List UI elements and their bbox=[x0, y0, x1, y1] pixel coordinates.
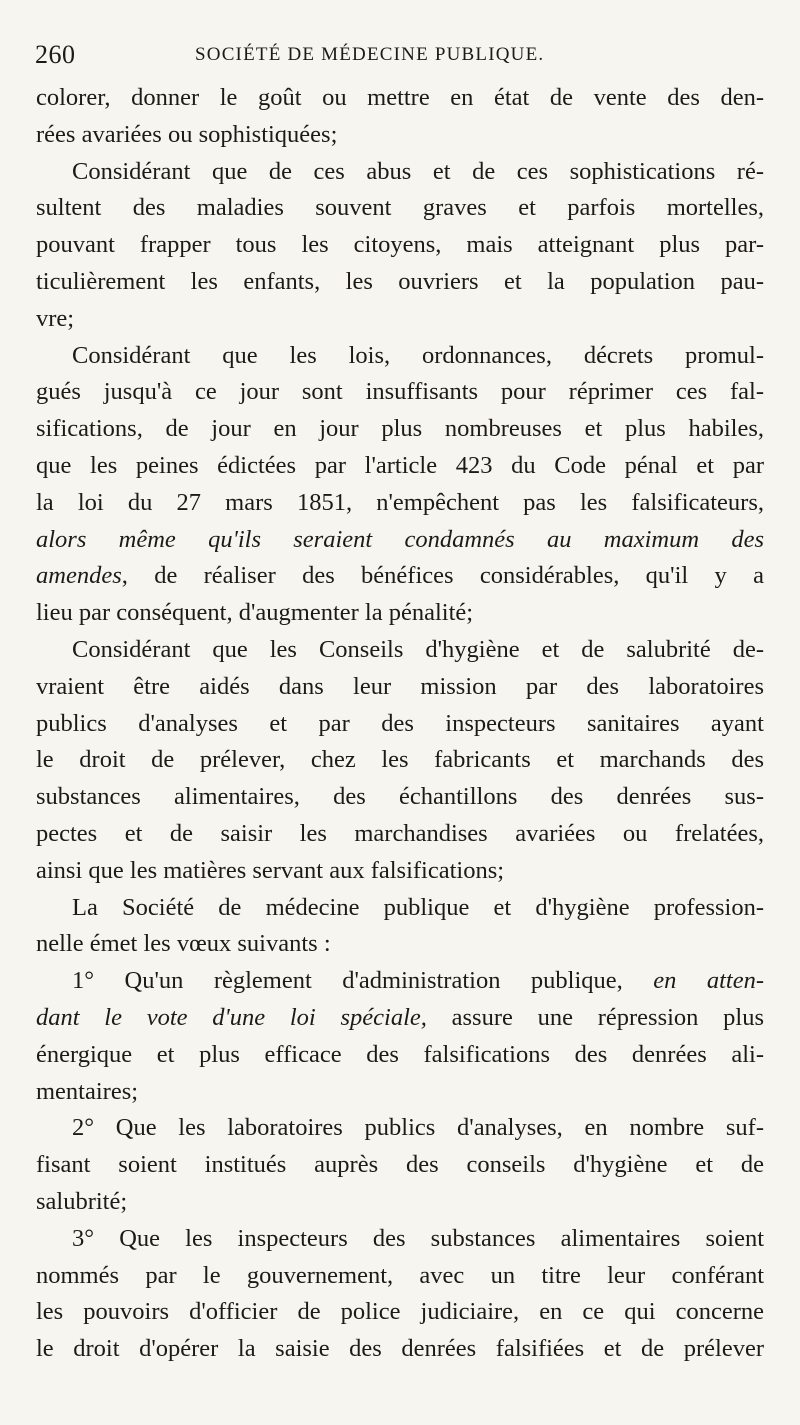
text-line: La Société de médecine publique et d'hygiène profession- bbox=[72, 893, 764, 921]
text-line: le droit de prélever, chez les fabricants et marchands des bbox=[36, 746, 764, 774]
text-line: que les peines édictées par l'article 423 du Code pénal et par bbox=[36, 451, 764, 479]
text-line: gués jusqu'à ce jour sont insuffisants pour réprimer ces fal- bbox=[36, 378, 764, 406]
text-line: mentaires; bbox=[36, 1077, 139, 1105]
text-line: pouvant frapper tous les citoyens, mais atteignant plus par- bbox=[36, 231, 764, 259]
paragraph bbox=[36, 1110, 764, 1220]
page-number: 260 bbox=[35, 40, 76, 69]
paragraph bbox=[36, 632, 764, 890]
text-line: Considérant que de ces abus et de ces sophistications ré- bbox=[72, 157, 764, 185]
text-line: fisant soient institués auprès des conseils d'hygiène et de bbox=[36, 1151, 764, 1179]
italic-span: dant le vote d'une loi spéciale, bbox=[36, 1003, 427, 1031]
text-line-mixed bbox=[36, 963, 764, 1000]
paragraph bbox=[36, 1221, 764, 1368]
text-line: ainsi que les matières servant aux falsifications; bbox=[36, 856, 505, 884]
text-line: énergique et plus efficace des falsifications des denrées ali- bbox=[36, 1040, 764, 1068]
text-line: sifications, de jour en jour plus nombreuses et plus habiles, bbox=[36, 415, 764, 443]
text-line: Considérant que les lois, ordonnances, décrets promul- bbox=[72, 341, 764, 369]
page-header bbox=[35, 40, 765, 76]
italic-span: en atten- bbox=[653, 967, 764, 995]
body-text bbox=[36, 80, 764, 1368]
text-line: colorer, donner le goût ou mettre en état de vente des den- bbox=[36, 84, 764, 111]
text-line: nommés par le gouvernement, avec un titre leur conférant bbox=[36, 1261, 764, 1289]
text-span: 1° Qu'un règlement d'administration publique, bbox=[72, 967, 654, 995]
text-line: sultent des maladies souvent graves et parfois mortelles, bbox=[36, 194, 764, 222]
italic-span: amendes bbox=[36, 562, 122, 590]
text-line: publics d'analyses et par des inspecteurs sanitaires ayant bbox=[36, 709, 764, 737]
text-line: vre; bbox=[36, 304, 75, 332]
paragraph bbox=[36, 80, 764, 154]
text-span: , de réaliser des bénéfices considérables, qu'il y a bbox=[121, 562, 764, 590]
text-line: rées avariées ou sophistiquées; bbox=[36, 120, 338, 148]
paragraph bbox=[36, 338, 764, 632]
text-line: lieu par conséquent, d'augmenter la pénalité; bbox=[36, 599, 474, 627]
text-line: le droit d'opérer la saisie des denrées falsifiées et de prélever bbox=[36, 1335, 764, 1363]
paragraph bbox=[36, 963, 764, 1110]
text-line: ticulièrement les enfants, les ouvriers et la population pau- bbox=[36, 267, 764, 295]
text-line: salubrité; bbox=[36, 1187, 128, 1215]
text-line: vraient être aidés dans leur mission par des laboratoires bbox=[36, 672, 764, 700]
text-line: 3° Que les inspecteurs des substances alimentaires soient bbox=[72, 1224, 764, 1252]
text-line: les pouvoirs d'officier de police judiciaire, en ce qui concerne bbox=[36, 1298, 764, 1326]
paragraph bbox=[36, 890, 764, 964]
text-line: substances alimentaires, des échantillons des denrées sus- bbox=[36, 783, 764, 811]
text-line-mixed bbox=[36, 1000, 764, 1037]
italic-text-line: alors même qu'ils seraient condamnés au maximum des bbox=[36, 525, 764, 553]
running-title: SOCIÉTÉ DE MÉDECINE PUBLIQUE. bbox=[195, 44, 545, 65]
paragraph bbox=[36, 154, 764, 338]
text-line: 2° Que les laboratoires publics d'analyses, en nombre suf- bbox=[72, 1114, 764, 1142]
text-line-mixed bbox=[36, 558, 764, 595]
text-span: assure une répression plus bbox=[426, 1003, 764, 1031]
text-line: Considérant que les Conseils d'hygiène et de salubrité de- bbox=[72, 635, 764, 663]
text-line: pectes et de saisir les marchandises avariées ou frelatées, bbox=[36, 819, 764, 847]
text-line: la loi du 27 mars 1851, n'empêchent pas les falsificateurs, bbox=[36, 488, 764, 516]
text-line: nelle émet les vœux suivants : bbox=[36, 930, 331, 958]
